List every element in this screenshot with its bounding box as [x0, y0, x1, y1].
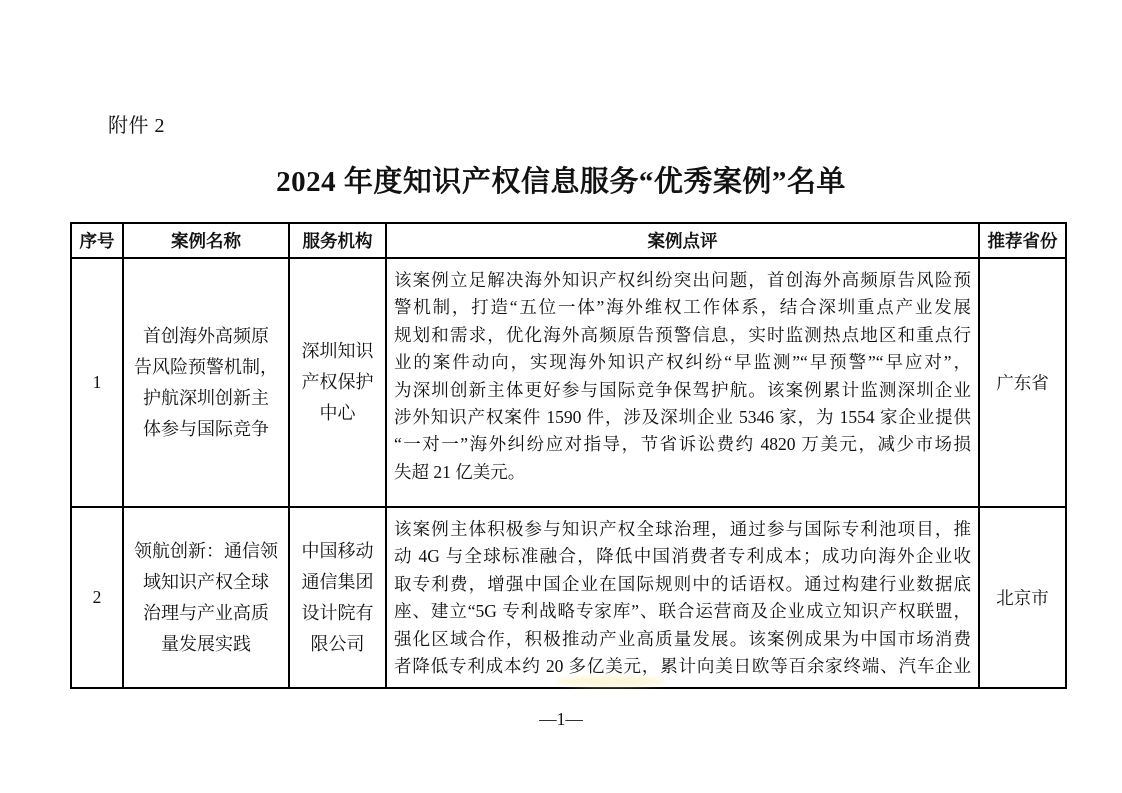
index-cell: 2 — [71, 507, 123, 688]
page-title: 2024 年度知识产权信息服务“优秀案例”名单 — [276, 166, 846, 198]
case-name-cell: 首创海外高频原 告风险预警机制， 护航深圳创新主 体参与国际竞争 — [123, 258, 289, 507]
province-cell: 北京市 — [979, 507, 1066, 688]
province-cell: 广东省 — [979, 258, 1066, 507]
scan-smudge-artifact — [556, 676, 666, 687]
header-cell-organization: 服务机构 — [289, 223, 386, 258]
case-name-cell: 领航创新：通信领 域知识产权全球 治理与产业高质 量发展实践 — [123, 507, 289, 688]
cases-table — [70, 222, 1067, 689]
header-cell-case-name: 案例名称 — [123, 223, 289, 258]
comment-cell: 该案例主体积极参与知识产权全球治理，通过参与国际专利池项目，推 动 4G 与全球标准融合，降低中国消费者专利成本；成功向海外企业收 取专利费，增强中国企业在国际规则中的话语权。通过构建行业数据底 座、建立“5G 专利战略专家库”、联合运营商及企业成立知识产权联盟， 强化区域合作，积极推动产业高质量发展。该案例成果为中国市场消费 者降低专利成本约 20 多亿美元，累计向美日欧等百余家终端、汽车企业 — [386, 507, 979, 688]
comment-cell: 该案例立足解决海外知识产权纠纷突出问题，首创海外高频原告风险预 警机制，打造“五位一体”海外维权工作体系，结合深圳重点产业发展 规划和需求，优化海外高频原告预警信息，实时监测热点地区和重点行 业的案件动向，实现海外知识产权纠纷“早监测”“早预警”“早应对”， 为深圳创新主体更好参与国际竞争保驾护航。该案例累计监测深圳企业 涉外知识产权案件 1590 件，涉及深圳企业 5346 家，为 1554 家企业提供 “一对一”海外纠纷应对指导，节省诉讼费约 4820 万美元，减少市场损 失超 21 亿美元。 — [386, 258, 979, 507]
header-cell-comment: 案例点评 — [386, 223, 979, 258]
header-cell-index: 序号 — [71, 223, 123, 258]
table-header-row — [71, 223, 1066, 258]
header-cell-province: 推荐省份 — [979, 223, 1066, 258]
page-number: —1— — [539, 709, 583, 729]
attachment-label: 附件 2 — [108, 115, 165, 137]
table-row — [71, 507, 1066, 688]
index-cell: 1 — [71, 258, 123, 507]
organization-cell: 深圳知识 产权保护 中心 — [289, 258, 386, 507]
organization-cell: 中国移动 通信集团 设计院有 限公司 — [289, 507, 386, 688]
table-row — [71, 258, 1066, 507]
